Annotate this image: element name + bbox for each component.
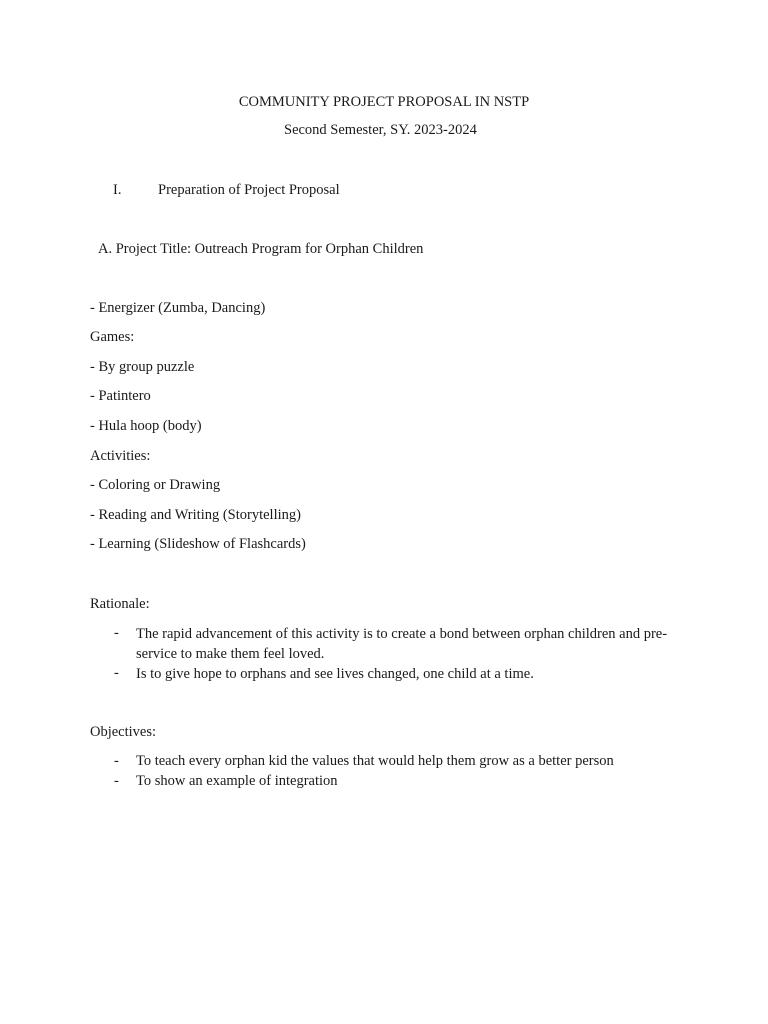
- section-heading: Preparation of Project Proposal: [158, 182, 340, 198]
- document-subtitle: Second Semester, SY. 2023-2024: [284, 122, 477, 138]
- program-line-learning: - Learning (Slideshow of Flashcards): [90, 536, 306, 552]
- objective-item-text: To teach every orphan kid the values that would help them grow as a better person: [136, 753, 614, 769]
- activities-label: Activities:: [90, 448, 151, 464]
- bullet-dash: -: [114, 625, 119, 641]
- program-line-energizer: - Energizer (Zumba, Dancing): [90, 300, 266, 316]
- bullet-dash: -: [114, 753, 119, 769]
- rationale-label: Rationale:: [90, 596, 150, 612]
- bullet-dash: -: [114, 773, 119, 789]
- section-numeral: I.: [113, 182, 122, 198]
- program-line-hula-hoop: - Hula hoop (body): [90, 418, 202, 434]
- objectives-label: Objectives:: [90, 724, 157, 740]
- objective-item-text: To show an example of integration: [136, 773, 338, 789]
- program-line-puzzle: - By group puzzle: [90, 359, 195, 375]
- bullet-dash: -: [114, 665, 119, 681]
- rationale-item-text: Is to give hope to orphans and see lives changed, one child at a time.: [136, 666, 534, 682]
- program-line-coloring: - Coloring or Drawing: [90, 477, 221, 493]
- games-label: Games:: [90, 329, 135, 345]
- program-line-patintero: - Patintero: [90, 388, 151, 404]
- program-line-reading: - Reading and Writing (Storytelling): [90, 507, 301, 523]
- project-title: A. Project Title: Outreach Program for Orphan Children: [98, 241, 424, 257]
- rationale-item-text: The rapid advancement of this activity is to create a bond between orphan children and pre-service to make them feel loved.: [136, 626, 668, 662]
- document-title: COMMUNITY PROJECT PROPOSAL IN NSTP: [238, 94, 530, 110]
